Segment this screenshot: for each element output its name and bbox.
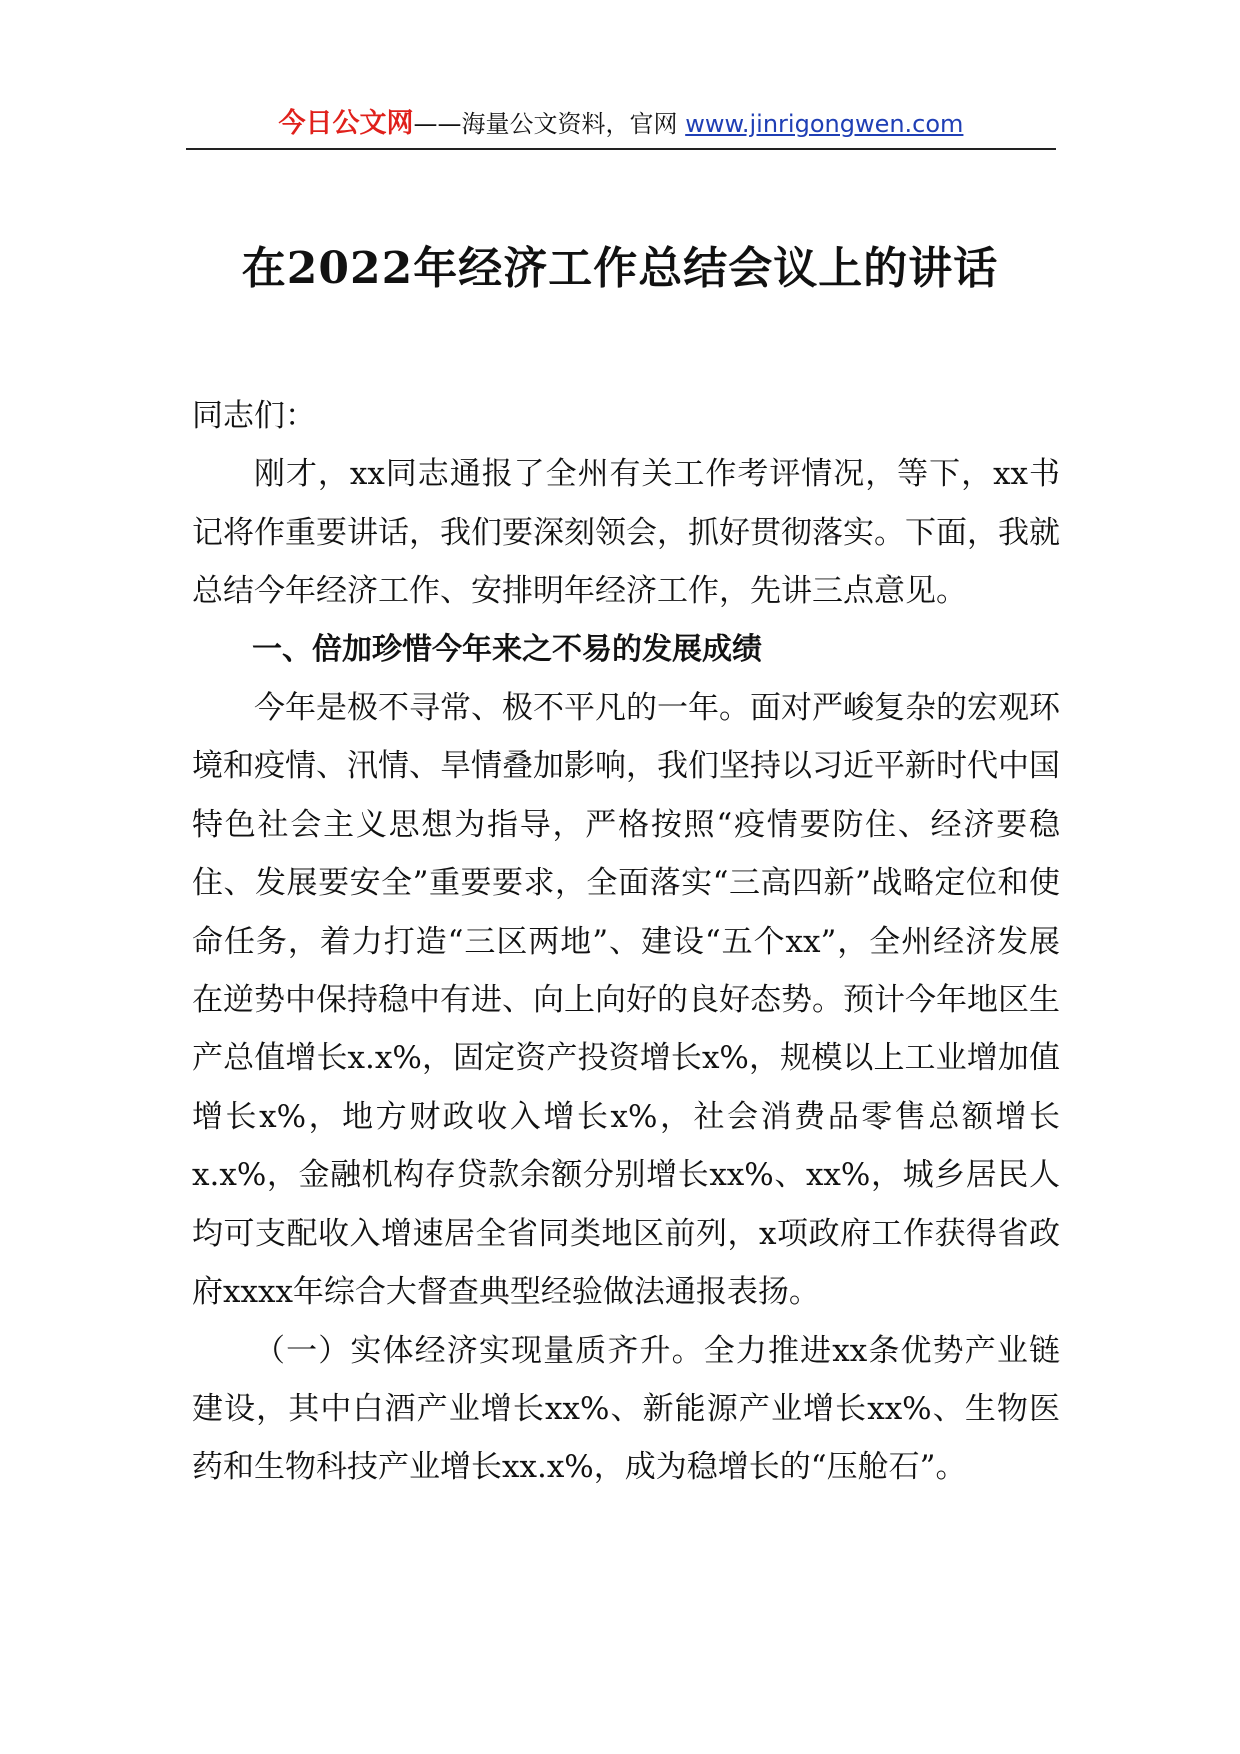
salutation: 同志们： <box>192 398 316 434</box>
page-header <box>186 100 1056 150</box>
brand-name: 今日公文网 <box>278 108 414 139</box>
document-body <box>192 387 1060 1497</box>
section-heading: 一、倍加珍惜今年来之不易的发展成绩 <box>252 631 762 667</box>
document-title: 在2022年经济工作总结会议上的讲话 <box>241 243 999 294</box>
subsection-paragraph: （一）实体经济实现量质齐升。全力推进xx条优势产业链建设，其中白酒产业增长xx%、新能源产业增长xx%、生物医药和生物科技产业增长xx.x%，成为稳增长的“压舱石”。 <box>192 1332 1060 1486</box>
intro-paragraph: 刚才，xx同志通报了全州有关工作考评情况，等下，xx书记将作重要讲话，我们要深刻领会，抓好贯彻落实。下面，我就总结今年经济工作、安排明年经济工作，先讲三点意见。 <box>192 456 1060 610</box>
website-link[interactable]: www.jinrigongwen.com <box>685 110 964 138</box>
header-tagline: ——海量公文资料，官网 <box>413 110 686 138</box>
section-paragraph: 今年是极不寻常、极不平凡的一年。面对严峻复杂的宏观环境和疫情、汛情、旱情叠加影响，我们坚持以习近平新时代中国特色社会主义思想为指导，严格按照“疫情要防住、经济要稳住、发展要安全”重要要求，全面落实“三高四新”战略定位和使命任务，着力打造“三区两地”、建设“五个xx”，全州经济发展在逆势中保持稳中有进、向上向好的良好态势。预计今年地区生产总值增长x.x%，固定资产投资增长x%，规模以上工业增加值增长x%，地方财政收入增长x%，社会消费品零售总额增长 x.x%，金融机构存贷款余额分别增长xx%、xx%，城乡居民人均可支配收入增速居全省同类地区前列，x项政府工作获得省政府xxxx年综合大督查典型经验做法通报表扬。 <box>192 690 1060 1311</box>
